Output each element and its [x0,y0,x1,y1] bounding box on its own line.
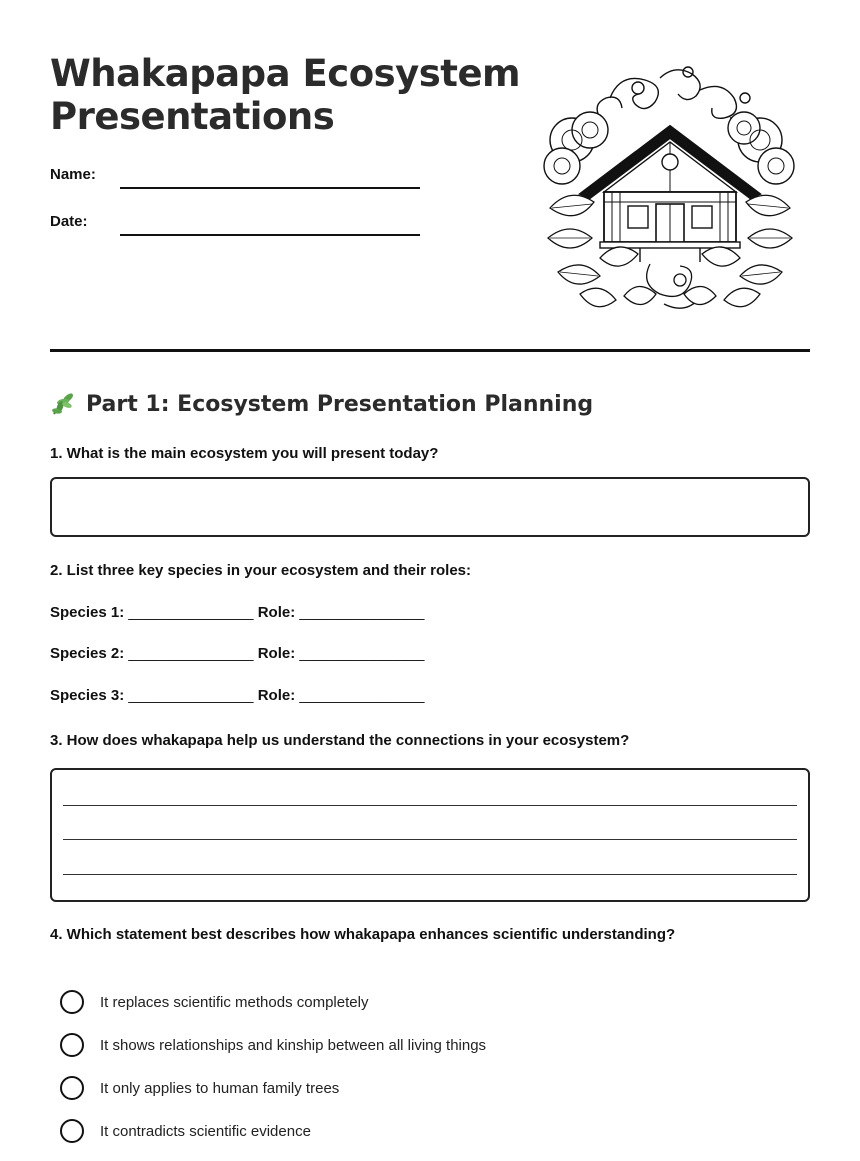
role-label: Role: [257,645,296,662]
option-3[interactable] [60,1076,339,1100]
species-blank[interactable]: _______________ [128,645,254,662]
question-3: 3. How does whakapapa help us understand the connections in your ecosystem? [50,732,630,749]
role-blank[interactable]: _______________ [299,687,425,704]
name-label: Name: [50,166,96,183]
species-row-1 [50,604,425,621]
option-1[interactable] [60,990,368,1014]
radio-button[interactable] [60,1119,84,1143]
name-field[interactable] [120,187,420,189]
question-2: 2. List three key species in your ecosystem and their roles: [50,562,472,579]
role-blank[interactable]: _______________ [299,645,425,662]
date-field[interactable] [120,234,420,236]
question-4: 4. Which statement best describes how whakapapa enhances scientific understanding? [50,926,676,943]
writing-line [63,805,797,806]
part1-heading [50,390,593,418]
wharenui-forest-illustration [540,58,800,320]
part1-heading-text: Part 1: Ecosystem Presentation Planning [86,391,594,417]
option-label: It only applies to human family trees [100,1079,340,1097]
question-1: 1. What is the main ecosystem you will present today? [50,445,439,462]
question-3-answer-box[interactable] [50,768,810,902]
question-1-answer-box[interactable] [50,477,810,537]
date-label: Date: [50,213,88,230]
species-row-3 [50,687,425,704]
species-blank[interactable]: _______________ [128,687,254,704]
writing-line [63,874,797,875]
option-4[interactable] [60,1119,311,1143]
species-label: Species 1: [50,604,125,621]
page-title: Whakapapa Ecosystem Presentations [50,52,521,138]
radio-button[interactable] [60,1033,84,1057]
option-label: It replaces scientific methods completely [100,993,369,1011]
writing-line [63,839,797,840]
species-row-2 [50,645,425,662]
role-label: Role: [257,687,296,704]
species-blank[interactable]: _______________ [128,604,254,621]
section-divider [50,349,810,352]
species-label: Species 3: [50,687,125,704]
role-blank[interactable]: _______________ [299,604,425,621]
radio-button[interactable] [60,1076,84,1100]
option-2[interactable] [60,1033,486,1057]
species-label: Species 2: [50,645,125,662]
radio-button[interactable] [60,990,84,1014]
option-label: It shows relationships and kinship between all living things [100,1036,487,1054]
role-label: Role: [257,604,296,621]
option-label: It contradicts scientific evidence [100,1122,311,1140]
herb-leaf-icon [50,390,78,418]
